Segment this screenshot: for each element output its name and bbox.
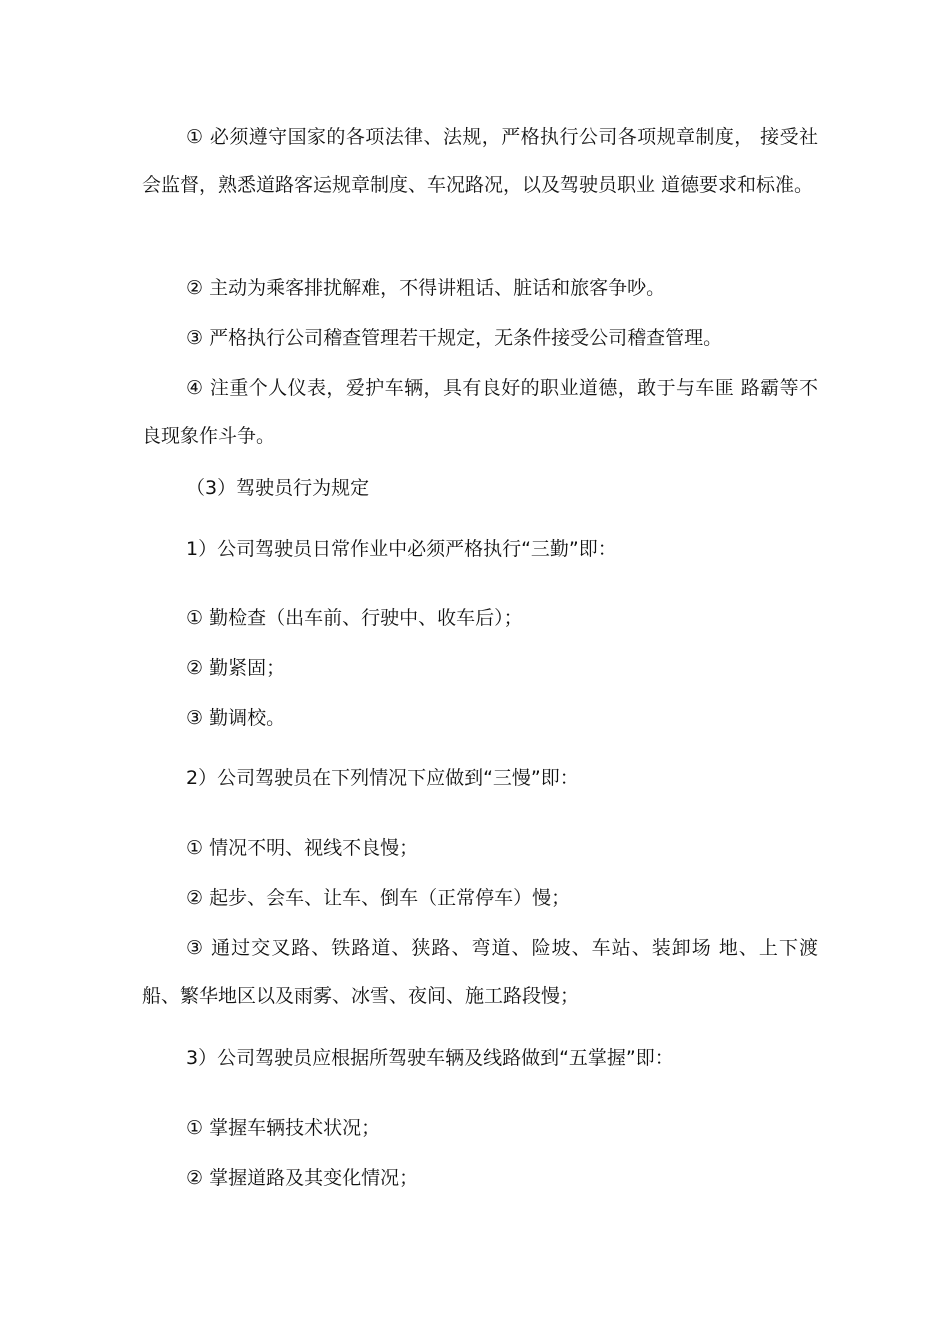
paragraph-rule-4: ④ 注重个人仪表，爱护车辆，具有良好的职业道德，敢于与车匪 路霸等不良现象作斗争。 xyxy=(142,377,818,447)
paragraph-three-diligence-intro: 1）公司驾驶员日常作业中必须严格执行“三勤”即： xyxy=(186,538,617,560)
list-item-road-changes: ② 掌握道路及其变化情况； xyxy=(186,1167,419,1189)
list-item-poor-visibility: ① 情况不明、视线不良慢； xyxy=(186,837,419,859)
list-item-start-meet-yield: ② 起步、会车、让车、倒车（正常停车）慢； xyxy=(186,887,571,909)
list-item-adjust: ③ 勤调校。 xyxy=(186,707,286,729)
list-item-road-conditions: ③ 通过交叉路、铁路道、狭路、弯道、险坡、车站、装卸场 地、上下渡船、繁华地区以及雨雾、冰雪、夜间、施工路段慢； xyxy=(142,937,818,1007)
list-item-tighten: ② 勤紧固； xyxy=(186,657,286,679)
paragraph-rule-1: ① 必须遵守国家的各项法律、法规，严格执行公司各项规章制度， 接受社会监督，熟悉道路客运规章制度、车况路况，以及驾驶员职业 道德要求和标准。 xyxy=(142,126,818,196)
paragraph-three-slow-intro: 2）公司驾驶员在下列情况下应做到“三慢”即： xyxy=(186,767,579,789)
paragraph-five-master-intro: 3）公司驾驶员应根据所驾驶车辆及线路做到“五掌握”即： xyxy=(186,1047,674,1069)
paragraph-rule-2: ② 主动为乘客排扰解难，不得讲粗话、脏话和旅客争吵。 xyxy=(186,277,666,299)
paragraph-rule-3: ③ 严格执行公司稽查管理若干规定，无条件接受公司稽查管理。 xyxy=(186,327,723,349)
list-item-vehicle-condition: ① 掌握车辆技术状况； xyxy=(186,1117,381,1139)
list-item-inspect: ① 勤检查（出车前、行驶中、收车后）； xyxy=(186,607,523,629)
section-heading-driver-conduct: （3）驾驶员行为规定 xyxy=(186,477,370,499)
